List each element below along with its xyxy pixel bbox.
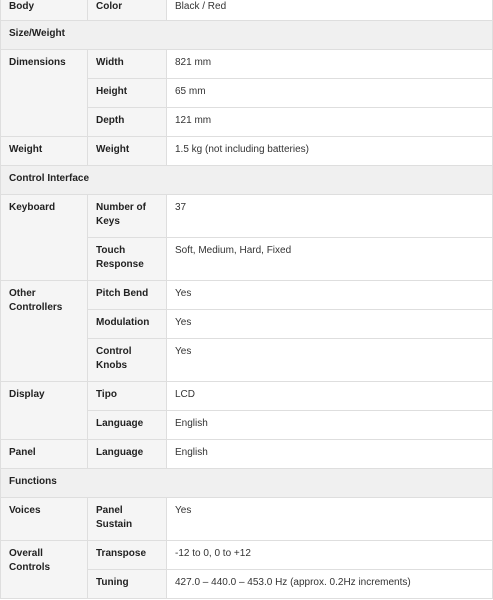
value-control-knobs: Yes	[167, 339, 493, 382]
value-width: 821 mm	[167, 50, 493, 79]
value-panel-language: English	[167, 440, 493, 469]
group-other-controllers: Other Controllers	[1, 281, 88, 382]
label-control-knobs: Control Knobs	[88, 339, 167, 382]
table-row	[1, 541, 493, 570]
label-number-of-keys: Number of Keys	[88, 195, 167, 238]
table-row	[1, 137, 493, 166]
label-tuning: Tuning	[88, 570, 167, 599]
value-modulation: Yes	[167, 310, 493, 339]
group-overall-controls: Overall Controls	[1, 541, 88, 599]
label-display-language: Language	[88, 411, 167, 440]
value-panel-sustain: Yes	[167, 498, 493, 541]
value-weight: 1.5 kg (not including batteries)	[167, 137, 493, 166]
value-number-of-keys: 37	[167, 195, 493, 238]
label-width: Width	[88, 50, 167, 79]
group-keyboard: Keyboard	[1, 195, 88, 281]
value-depth: 121 mm	[167, 108, 493, 137]
label-panel-sustain: Panel Sustain	[88, 498, 167, 541]
section-title: Functions	[1, 469, 493, 498]
group-voices: Voices	[1, 498, 88, 541]
label-transpose: Transpose	[88, 541, 167, 570]
value-pitch-bend: Yes	[167, 281, 493, 310]
value-color: Black / Red	[167, 0, 493, 21]
label-depth: Depth	[88, 108, 167, 137]
section-size-weight	[1, 21, 493, 50]
label-color: Color	[88, 0, 167, 21]
section-title: Control Interface	[1, 166, 493, 195]
value-tuning: 427.0 – 440.0 – 453.0 Hz (approx. 0.2Hz increments)	[167, 570, 493, 599]
table-row	[1, 281, 493, 310]
label-modulation: Modulation	[88, 310, 167, 339]
section-title: Size/Weight	[1, 21, 493, 50]
value-transpose: -12 to 0, 0 to +12	[167, 541, 493, 570]
table-row	[1, 195, 493, 238]
value-touch-response: Soft, Medium, Hard, Fixed	[167, 238, 493, 281]
label-tipo: Tipo	[88, 382, 167, 411]
section-control-interface	[1, 166, 493, 195]
value-height: 65 mm	[167, 79, 493, 108]
group-panel: Panel	[1, 440, 88, 469]
table-row	[1, 0, 493, 21]
group-body: Body	[1, 0, 88, 21]
table-row	[1, 382, 493, 411]
group-display: Display	[1, 382, 88, 440]
table-row	[1, 498, 493, 541]
value-tipo: LCD	[167, 382, 493, 411]
label-height: Height	[88, 79, 167, 108]
table-row	[1, 50, 493, 79]
label-panel-language: Language	[88, 440, 167, 469]
group-dimensions: Dimensions	[1, 50, 88, 137]
section-functions	[1, 469, 493, 498]
label-touch-response: Touch Response	[88, 238, 167, 281]
label-pitch-bend: Pitch Bend	[88, 281, 167, 310]
group-weight: Weight	[1, 137, 88, 166]
table-row	[1, 440, 493, 469]
value-display-language: English	[167, 411, 493, 440]
label-weight: Weight	[88, 137, 167, 166]
